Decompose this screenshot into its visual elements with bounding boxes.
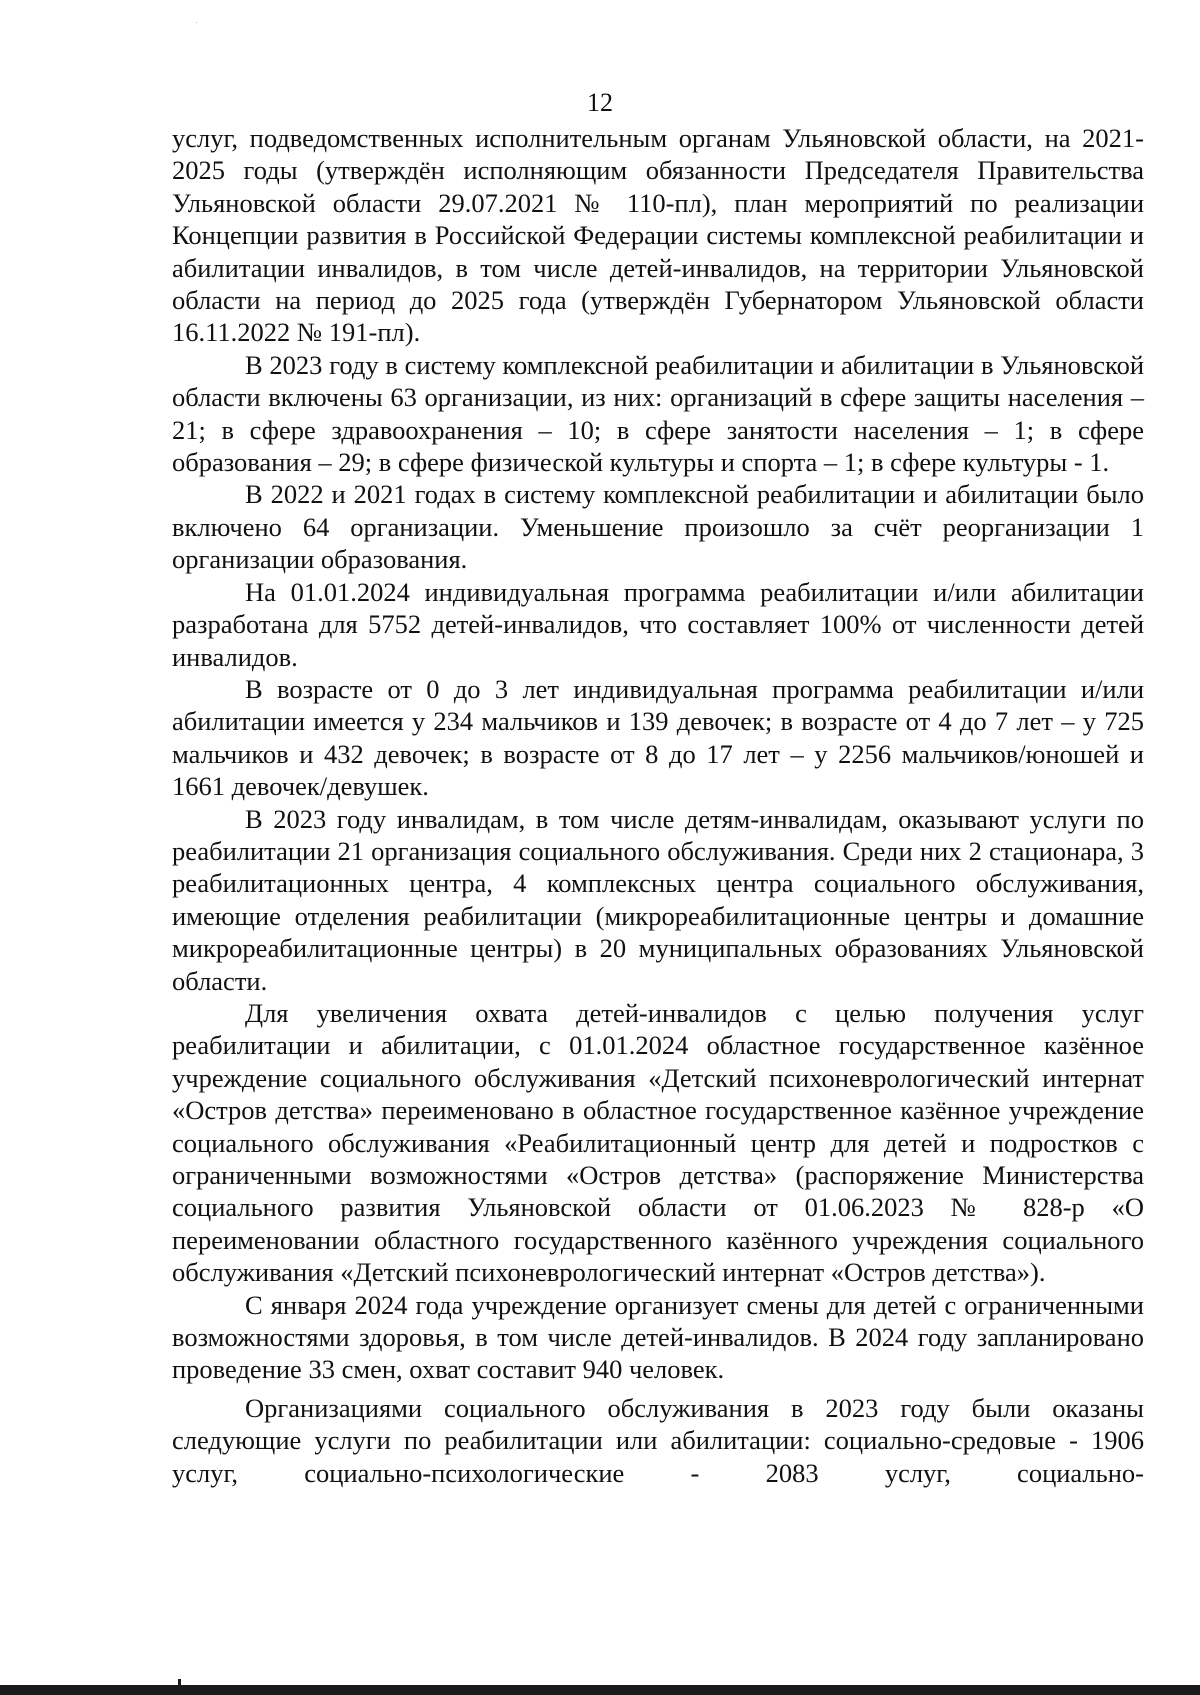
- scan-bottom-edge: [0, 1685, 1200, 1695]
- paragraph-rehab-system-2023: В 2023 году в систему комплексной реабилитации и абилитации в Ульяновской области включены 63 организации, из них: организаций в сфере защиты населения – 21; в сфере здравоохранения – 10; в сфере занятости населения – 1; в сфере образования – 29; в сфере физической культуры и спорта – 1; в сфере культуры - 1.: [172, 349, 1144, 478]
- document-body: [172, 122, 1144, 1489]
- page-number: 12: [587, 88, 613, 117]
- scan-artifact-dot: [196, 22, 197, 23]
- paragraph-individual-program: На 01.01.2024 индивидуальная программа реабилитации и/или абилитации разработана для 5752 детей-инвалидов, что составляет 100% от численности детей инвалидов.: [172, 576, 1144, 672]
- paragraph-age-groups: В возрасте от 0 до 3 лет индивидуальная программа реабилитации и/или абилитации имеется у 234 мальчиков и 139 девочек; в возрасте от 4 до 7 лет – у 725 мальчиков и 432 девочек; в возрасте от 8 до 17 лет – у 2256 мальчиков/юношей и 1661 девочек/девушек.: [172, 673, 1144, 802]
- paragraph-continued-plans: услуг, подведомственных исполнительным органам Ульяновской области, на 2021-2025 годы (утверждён исполняющим обязанности Председателя Правительства Ульяновской области 29.07.2021 № 110-пл), план мероприятий по реализации Концепции развития в Российской Федерации системы комплексной реабилитации и абилитации инвалидов, в том числе детей-инвалидов, на территории Ульяновской области на период до 2025 года (утверждён Губернатором Ульяновской области 16.11.2022 № 191-пл).: [172, 123, 1144, 348]
- paragraph-services-provided: Организациями социального обслуживания в 2023 году были оказаны следующие услуги по реабилитации или абилитации: социально-средовые - 1906 услуг, социально-психологические - 2083 услуг, социально-: [172, 1392, 1144, 1488]
- paragraph-shifts-2024: С января 2024 года учреждение организует смены для детей с ограниченными возможностями здоровья, в том числе детей-инвалидов. В 2024 году запланировано проведение 33 смен, охват составит 940 человек.: [172, 1289, 1144, 1385]
- paragraph-ostrov-detstva-renaming: Для увеличения охвата детей-инвалидов с целью получения услуг реабилитации и абилитации, с 01.01.2024 областное государственное казённое учреждение социального обслуживания «Детский психоневрологический интернат «Остров детства» переименовано в областное государственное казённое учреждение социального обслуживания «Реабилитационный центр для детей и подростков с ограниченными возможностями «Остров детства» (распоряжение Министерства социального развития Ульяновской области от 01.06.2023 № 828-р «О переименовании областного государственного казённого учреждения социального обслуживания «Детский психоневрологический интернат «Остров детства»).: [172, 997, 1144, 1288]
- paragraph-rehab-system-2021-2022: В 2022 и 2021 годах в систему комплексной реабилитации и абилитации было включено 64 организации. Уменьшение произошло за счёт реорганизации 1 организации образования.: [172, 479, 1144, 575]
- paragraph-social-service-orgs: В 2023 году инвалидам, в том числе детям-инвалидам, оказывают услуги по реабилитации 21 организация социального обслуживания. Среди них 2 стационара, 3 реабилитационных центра, 4 комплексных центра социального обслуживания, имеющие отделения реабилитации (микрореабилитационные центры и домашние микрореабилитационные центры) в 20 муниципальных образованиях Ульяновской области.: [172, 803, 1144, 996]
